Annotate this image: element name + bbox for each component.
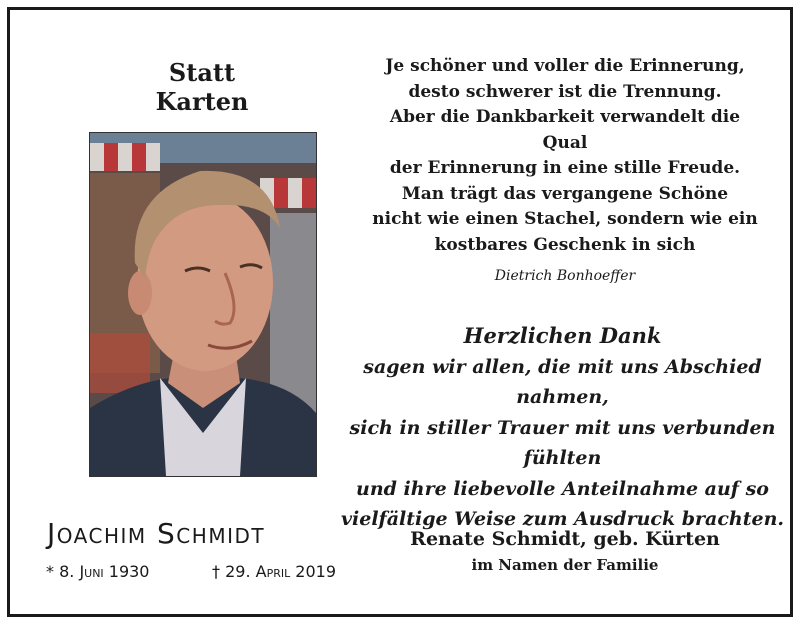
deceased-name: Joachim Schmidt (47, 517, 266, 550)
thanks-line: sich in stiller Trauer mit uns verbunden fühlten (349, 416, 776, 469)
poem-line: Je schöner und voller die Erinnerung, (385, 56, 745, 76)
poem-line: Aber die Dankbarkeit verwandelt die Qual (389, 107, 741, 153)
poem-line: der Erinnerung in eine stille Freude. (389, 158, 741, 178)
thanks-line: und ihre liebevolle Anteilnahme auf so (356, 477, 769, 500)
poem-line: nicht wie einen Stachel, sondern wie ein (372, 209, 758, 229)
header-title: Statt Karten (155, 58, 249, 116)
family-signature (410, 528, 720, 574)
birth-date: * 8. Juni 1930 (46, 562, 150, 581)
poem-line: Man trägt das vergangene Schöne (401, 183, 729, 204)
portrait-photo (89, 132, 317, 477)
portrait-illustration (90, 133, 316, 476)
thanks-line: vielfältige Weise zum Ausdruck brachten. (340, 508, 785, 530)
poem-line: desto schwerer ist die Trennung. (408, 81, 722, 102)
death-date: † 29. April 2019 (212, 562, 337, 581)
thanks-block (340, 321, 785, 535)
obituary-card (7, 7, 793, 617)
family-subtitle: im Namen der Familie (471, 556, 659, 574)
poem-author: Dietrich Bonhoeffer (494, 268, 636, 284)
thanks-title: Herzlichen Dank (463, 323, 662, 348)
poem (370, 54, 760, 290)
family-name: Renate Schmidt, geb. Kürten (410, 528, 720, 550)
thanks-line: sagen wir allen, die mit uns Abschied nahmen, (363, 355, 762, 408)
poem-line: kostbares Geschenk in sich (434, 234, 696, 255)
